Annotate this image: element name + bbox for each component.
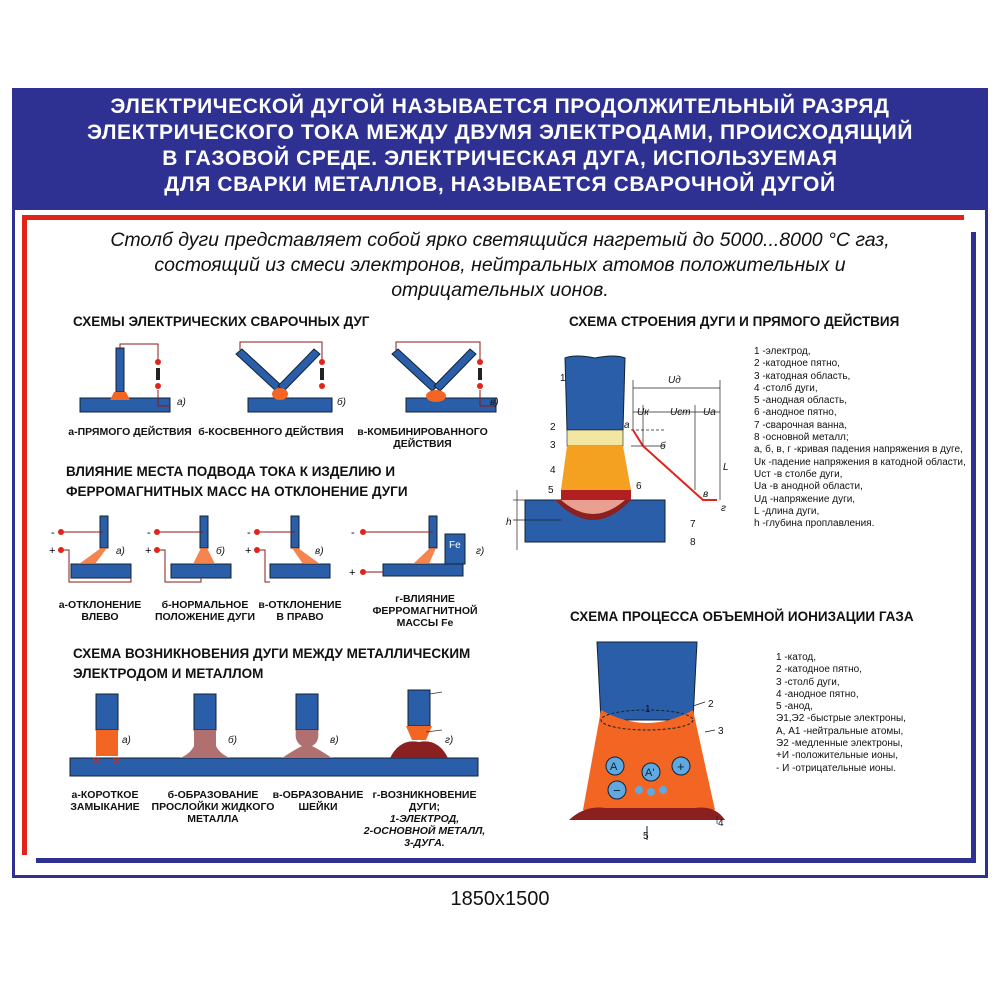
header-line-3: В ГАЗОВОЙ СРЕДЕ. ЭЛЕКТРИЧЕСКАЯ ДУГА, ИСПОЛЬЗУЕМАЯ <box>162 147 838 170</box>
fe-label: Fe <box>449 540 461 551</box>
ionization-legend-item: - И -отрицательные ионы. <box>776 762 896 774</box>
ionization-label-4: 4 <box>718 818 724 829</box>
structure-label-uk: Uк <box>637 407 649 418</box>
scheme-b-letter: б) <box>337 397 346 408</box>
influence-title-2: ФЕРРОМАГНИТНЫХ МАСС НА ОТКЛОНЕНИЕ ДУГИ <box>66 484 408 499</box>
svg-text:+: + <box>349 567 356 579</box>
influence-a-letter: а) <box>116 546 125 557</box>
size-caption: 1850x1500 <box>450 888 550 910</box>
svg-text:+: + <box>145 545 152 557</box>
origin-a-caption-2: ЗАМЫКАНИЕ <box>70 801 140 813</box>
structure-title: СХЕМА СТРОЕНИЯ ДУГИ И ПРЯМОГО ДЕЙСТВИЯ <box>569 314 900 329</box>
scheme-a-letter: а) <box>177 397 186 408</box>
origin-title-1: СХЕМА ВОЗНИКНОВЕНИЯ ДУГИ МЕЖДУ МЕТАЛЛИЧЕСКИМ <box>73 646 471 661</box>
ionization-legend-item: 5 -анод, <box>776 701 813 713</box>
header-banner <box>12 88 988 210</box>
svg-text:-: - <box>351 527 355 539</box>
scheme-b <box>236 342 332 412</box>
origin-d-caption-5: 3-ДУГА. <box>404 837 445 849</box>
influence-c-caption-1: в-ОТКЛОНЕНИЕ <box>258 599 342 611</box>
structure-label-v: в <box>703 489 709 500</box>
structure-label-7: 7 <box>690 519 696 530</box>
svg-text:+: + <box>677 759 685 774</box>
origin-b <box>180 694 230 758</box>
structure-label-h: h <box>506 517 512 528</box>
ionization-legend-item: 1 -катод, <box>776 652 817 663</box>
influence-b-caption-1: б-НОРМАЛЬНОЕ <box>161 599 249 611</box>
svg-text:+: + <box>245 545 252 557</box>
origin-b-letter: б) <box>228 735 237 746</box>
header-line-1: ЭЛЕКТРИЧЕСКОЙ ДУГОЙ НАЗЫВАЕТСЯ ПРОДОЛЖИТЕЛЬНЫЙ РАЗРЯД <box>110 95 890 118</box>
right-blue-line <box>971 232 976 863</box>
svg-text:−: − <box>613 783 621 798</box>
scheme-c-caption-2: ДЕЙСТВИЯ <box>393 438 452 450</box>
influence-d <box>349 516 465 579</box>
ionization-label-5: 5 <box>643 831 649 842</box>
structure-legend-item: 6 -анодное пятно, <box>754 407 837 419</box>
structure-label-ud: Uд <box>668 375 681 386</box>
origin-d-caption-3: 1-ЭЛЕКТРОД, <box>389 813 460 825</box>
scheme-b-caption: б-КОСВЕННОГО ДЕЙСТВИЯ <box>198 426 344 438</box>
structure-label-6: 6 <box>636 481 642 492</box>
svg-text:✕: ✕ <box>92 756 101 767</box>
schemes-title: СХЕМЫ ЭЛЕКТРИЧЕСКИХ СВАРОЧНЫХ ДУГ <box>73 314 370 329</box>
structure-legend-item: 4 -столб дуги, <box>754 382 818 394</box>
bottom-blue-line <box>36 858 976 863</box>
influence-c-letter: в) <box>315 546 324 557</box>
origin-a-letter: а) <box>122 735 131 746</box>
structure-legend-item: L -длина дуги, <box>754 505 820 517</box>
svg-text:+: + <box>49 545 56 557</box>
origin-diagrams <box>70 688 480 788</box>
influence-d-caption-2: ФЕРРОМАГНИТНОЙ <box>372 605 478 617</box>
intro-line-2: состоящий из смеси электронов, нейтральных атомов положительных и <box>154 254 846 276</box>
intro-line-3: отрицательных ионов. <box>391 279 609 301</box>
origin-c-caption-2: ШЕЙКИ <box>298 801 338 813</box>
influence-diagrams <box>45 512 485 587</box>
scheme-c-letter: в) <box>490 397 499 408</box>
svg-text:A: A <box>610 761 618 773</box>
structure-label-1: 1 <box>560 373 566 384</box>
structure-label-g: г <box>721 503 726 514</box>
left-red-line <box>22 215 27 855</box>
origin-d-caption-2: ДУГИ; <box>408 801 441 813</box>
ionization-legend-item: +И -положительные ионы, <box>776 750 898 762</box>
svg-text:-: - <box>247 527 251 539</box>
structure-legend-item: h -глубина проплавления. <box>754 518 875 530</box>
scheme-c-caption-1: в-КОМБИНИРОВАННОГО <box>357 426 488 438</box>
influence-b-letter: б) <box>216 546 225 557</box>
structure-legend-item: Uст -в столбе дуги, <box>754 468 843 480</box>
structure-label-a: а <box>624 420 630 431</box>
ionization-legend <box>776 652 906 775</box>
origin-title-2: ЭЛЕКТРОДОМ И МЕТАЛЛОМ <box>73 666 264 681</box>
origin-c <box>282 694 332 758</box>
structure-label-ust: Uст <box>670 407 691 418</box>
origin-c-caption-1: в-ОБРАЗОВАНИЕ <box>272 789 364 801</box>
svg-text:A': A' <box>645 767 655 779</box>
ionization-label-1: 1 <box>645 704 651 715</box>
origin-c-letter: в) <box>330 735 339 746</box>
structure-legend-item: 7 -сварочная ванна, <box>754 419 847 431</box>
origin-b-caption-3: МЕТАЛЛА <box>187 813 239 825</box>
structure-legend-item: 3 -катодная область, <box>754 370 851 382</box>
origin-a-caption-1: а-КОРОТКОЕ <box>71 789 139 801</box>
structure-label-3: 3 <box>550 440 556 451</box>
influence-b-caption-2: ПОЛОЖЕНИЕ ДУГИ <box>154 611 256 623</box>
structure-legend-item: Uд -напряжение дуги, <box>754 493 856 505</box>
structure-legend-item: 8 -основной металл; <box>754 432 849 444</box>
origin-d-caption-4: 2-ОСНОВНОЙ МЕТАЛЛ, <box>363 825 486 837</box>
influence-c-caption-2: В ПРАВО <box>276 611 324 623</box>
ionization-diagram <box>565 640 740 850</box>
origin-d-caption-1: г-ВОЗНИКНОВЕНИЕ <box>372 789 477 801</box>
ionization-title: СХЕМА ПРОЦЕССА ОБЪЕМНОЙ ИОНИЗАЦИИ ГАЗА <box>570 609 914 624</box>
scheme-a-caption: а-ПРЯМОГО ДЕЙСТВИЯ <box>68 426 192 438</box>
influence-d-caption-1: г-ВЛИЯНИЕ <box>395 593 455 605</box>
origin-d <box>390 690 448 758</box>
scheme-a <box>80 344 170 412</box>
origin-b-caption-1: б-ОБРАЗОВАНИЕ <box>167 789 259 801</box>
top-red-line <box>22 215 964 220</box>
structure-label-l: L <box>723 462 729 473</box>
structure-legend-item: а, б, в, г -кривая падения напряжения в дуге, <box>754 444 963 456</box>
influence-d-letter: г) <box>476 546 485 557</box>
origin-d-letter: г) <box>445 735 454 746</box>
ionization-legend-item: 3 -столб дуги, <box>776 676 840 688</box>
scheme-c <box>392 342 496 412</box>
header-line-4: ДЛЯ СВАРКИ МЕТАЛЛОВ, НАЗЫВАЕТСЯ СВАРОЧНОЙ ДУГОЙ <box>164 173 836 196</box>
structure-legend-item: Uа -в анодной области, <box>754 481 863 493</box>
intro-line-1: Столб дуги представляет собой ярко светящийся нагретый до 5000...8000 °С газ, <box>110 229 890 251</box>
structure-legend-item: 5 -анодная область, <box>754 395 848 407</box>
schemes-diagrams <box>60 340 500 420</box>
structure-label-8: 8 <box>690 537 696 548</box>
structure-label-2: 2 <box>550 422 556 433</box>
structure-label-4: 4 <box>550 465 556 476</box>
structure-label-5: 5 <box>548 485 554 496</box>
svg-text:✕: ✕ <box>112 756 121 767</box>
influence-d-caption-3: МАССЫ Fe <box>396 617 454 629</box>
ionization-legend-item: Э1,Э2 -быстрые электроны, <box>776 713 906 725</box>
structure-label-b: б <box>660 441 666 452</box>
structure-legend-item: 2 -катодное пятно, <box>754 358 840 370</box>
ionization-legend-item: 4 -анодное пятно, <box>776 688 859 700</box>
ionization-legend-item: 2 -катодное пятно, <box>776 664 862 676</box>
origin-b-caption-2: ПРОСЛОЙКИ ЖИДКОГО <box>151 801 275 813</box>
structure-diagram <box>505 350 735 570</box>
ionization-legend-item: Э2 -медленные электроны, <box>776 738 903 750</box>
structure-legend-item: Uк -падение напряжения в катодной области, <box>754 456 966 468</box>
svg-text:-: - <box>147 527 151 539</box>
ionization-label-3: 3 <box>718 726 724 737</box>
influence-title-1: ВЛИЯНИЕ МЕСТА ПОДВОДА ТОКА К ИЗДЕЛИЮ И <box>66 464 396 479</box>
header-line-2: ЭЛЕКТРИЧЕСКОГО ТОКА МЕЖДУ ДВУМЯ ЭЛЕКТРОДАМИ, ПРОИСХОДЯЩИЙ <box>86 121 914 144</box>
structure-label-ua: Uа <box>703 407 716 418</box>
svg-text:-: - <box>51 527 55 539</box>
influence-a-caption-1: а-ОТКЛОНЕНИЕ <box>58 599 142 611</box>
structure-legend-item: 1 -электрод, <box>754 346 811 357</box>
origin-a <box>92 694 120 767</box>
structure-legend <box>754 346 966 530</box>
ionization-label-2: 2 <box>708 699 714 710</box>
influence-a-caption-2: ВЛЕВО <box>81 611 119 623</box>
ionization-legend-item: А, А1 -нейтральные атомы, <box>776 725 904 737</box>
